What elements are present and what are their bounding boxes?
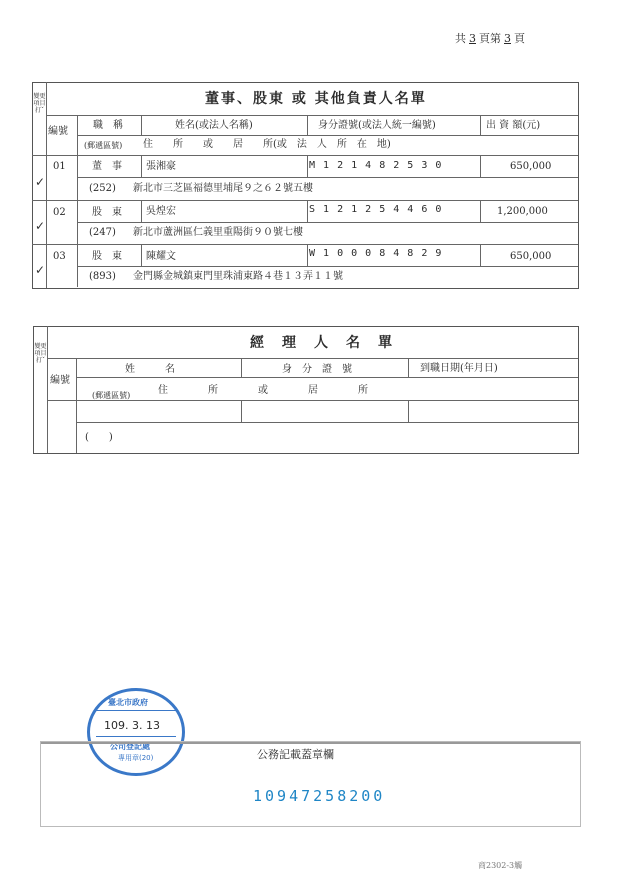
row-role: 股 東	[92, 207, 122, 218]
header-id: 身 分 證 號	[282, 364, 352, 375]
header-role: 職 稱	[93, 120, 123, 131]
row-capital: 1,200,000	[497, 206, 548, 217]
seal-sub-text: 專用章(20)	[118, 754, 154, 762]
row-address: 新北市三芝區福德里埔尾９之６２號五樓	[133, 183, 313, 194]
form-code: 商2302-3觸	[478, 861, 523, 870]
header-id: 身分證號(或法人統一編號)	[318, 120, 436, 131]
row-id: W 1 0 0 0 8 4 8 2 9	[309, 248, 443, 259]
managers-title: 經 理 人 名 單	[250, 335, 394, 351]
row-id: S 1 2 1 2 5 4 4 6 0	[309, 204, 443, 215]
header-address: 住 所 或 居 所(或 法 人 所 在 地)	[143, 139, 391, 150]
row-capital: 650,000	[510, 251, 552, 262]
row-no: 03	[53, 251, 66, 262]
directors-side-label: 變更 項目 打ˇ	[33, 93, 46, 114]
check-mark: ✓	[35, 219, 46, 233]
row-name: 張湘豪	[146, 161, 176, 172]
row-name: 陳耀文	[146, 251, 176, 262]
header-name: 姓 名	[125, 364, 175, 375]
row-postal: (247)	[89, 227, 116, 238]
row-postal: (893)	[89, 271, 116, 282]
header-capital: 出 資 額(元)	[486, 120, 541, 131]
header-no: 編號	[48, 126, 68, 137]
seal-date: 109. 3. 13	[104, 719, 160, 732]
header-address: 住 所 或 居 所	[158, 385, 368, 396]
seal-bottom-text: 公司登記處	[110, 742, 150, 751]
serial-number: 10947258200	[253, 787, 386, 805]
row-capital: 650,000	[510, 161, 552, 172]
page-indicator: 共 3 頁第 3 頁	[455, 32, 525, 45]
directors-title: 董事、股東 或 其他負責人名單	[205, 91, 427, 107]
row-id: M 1 2 1 4 8 2 5 3 0	[309, 160, 443, 171]
check-mark: ✓	[35, 263, 46, 277]
row-no: 01	[53, 161, 66, 172]
row-address: 新北市蘆洲區仁義里重陽街９０號七樓	[133, 227, 303, 238]
row-no: 02	[53, 207, 66, 218]
seal-top-text: 臺北市政府	[108, 698, 148, 707]
managers-side-label: 變更 項目 打ˇ	[34, 343, 47, 364]
row-postal: (252)	[89, 183, 116, 194]
empty-postal: ( )	[85, 432, 113, 443]
row-role: 董 事	[92, 161, 122, 172]
header-date: 到職日期(年月日)	[420, 363, 498, 374]
header-name: 姓名(或法人名稱)	[175, 120, 253, 131]
header-postal: (郵遞區號)	[92, 391, 131, 400]
official-record-box	[40, 741, 581, 827]
row-name: 吳煌宏	[146, 206, 176, 217]
header-postal: (郵遞區號)	[84, 141, 123, 150]
header-no: 編號	[50, 375, 70, 386]
row-address: 金門縣金城鎮東門里珠浦東路４巷１３弄１１號	[133, 271, 343, 282]
row-role: 股 東	[92, 251, 122, 262]
check-mark: ✓	[35, 175, 46, 189]
official-record-title: 公務記載蓋章欄	[257, 748, 334, 761]
